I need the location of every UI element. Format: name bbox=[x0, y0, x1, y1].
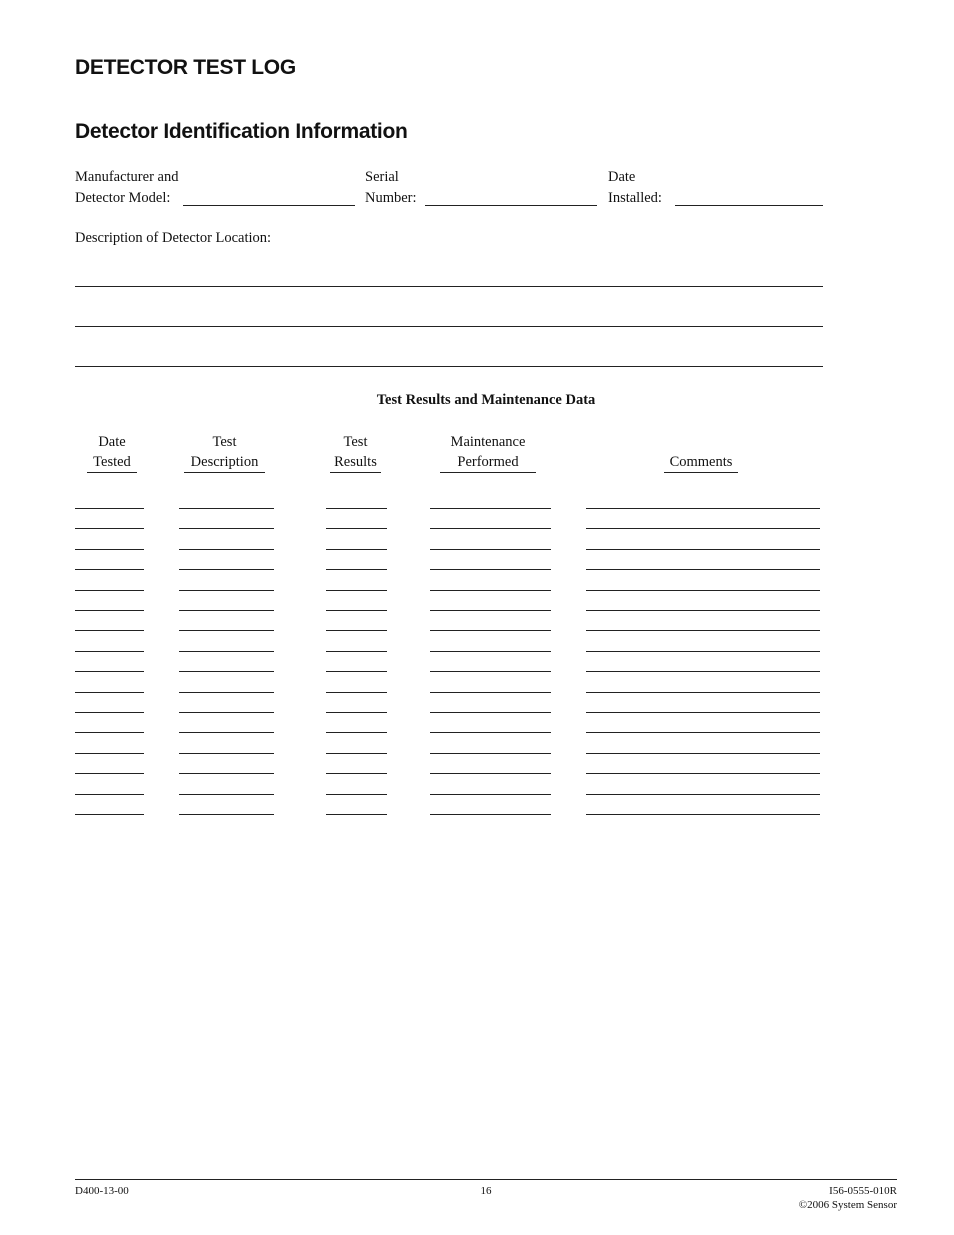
date-tested-blank[interactable] bbox=[75, 630, 144, 631]
date-tested-blank[interactable] bbox=[75, 528, 144, 529]
test-results-blank[interactable] bbox=[326, 794, 387, 795]
comments-blank[interactable] bbox=[586, 549, 820, 550]
test-description-blank[interactable] bbox=[179, 753, 274, 754]
date-tested-blank[interactable] bbox=[75, 671, 144, 672]
maintenance-performed-blank[interactable] bbox=[430, 630, 551, 631]
test-description-blank[interactable] bbox=[179, 569, 274, 570]
date-tested-blank[interactable] bbox=[75, 610, 144, 611]
test-results-blank[interactable] bbox=[326, 528, 387, 529]
test-description-blank[interactable] bbox=[179, 732, 274, 733]
test-description-blank[interactable] bbox=[179, 773, 274, 774]
comments-blank[interactable] bbox=[586, 569, 820, 570]
comments-blank[interactable] bbox=[586, 508, 820, 509]
test-results-blank[interactable] bbox=[326, 692, 387, 693]
column-header-test-description bbox=[184, 432, 265, 473]
date-tested-blank[interactable] bbox=[75, 692, 144, 693]
test-results-blank[interactable] bbox=[326, 814, 387, 815]
test-results-blank[interactable] bbox=[326, 651, 387, 652]
date-label-1: Date bbox=[608, 169, 636, 185]
column-header-line2: Comments bbox=[664, 452, 738, 473]
column-header-comments bbox=[664, 432, 738, 473]
test-results-blank[interactable] bbox=[326, 630, 387, 631]
maintenance-performed-blank[interactable] bbox=[430, 569, 551, 570]
column-header-line1 bbox=[664, 432, 738, 452]
comments-blank[interactable] bbox=[586, 528, 820, 529]
footer-right bbox=[799, 1184, 897, 1212]
test-description-blank[interactable] bbox=[179, 528, 274, 529]
test-description-blank[interactable] bbox=[179, 692, 274, 693]
maintenance-performed-blank[interactable] bbox=[430, 610, 551, 611]
date-installed-input-line[interactable] bbox=[675, 205, 823, 206]
test-description-blank[interactable] bbox=[179, 651, 274, 652]
maintenance-performed-blank[interactable] bbox=[430, 732, 551, 733]
section-heading: Detector Identification Information bbox=[75, 120, 408, 143]
footer-document-number: D400-13-00 bbox=[75, 1185, 129, 1197]
date-tested-blank[interactable] bbox=[75, 732, 144, 733]
test-description-blank[interactable] bbox=[179, 549, 274, 550]
column-header-line1: Date bbox=[98, 434, 126, 450]
footer-part-number: I56-0555-010R bbox=[829, 1185, 897, 1197]
comments-blank[interactable] bbox=[586, 630, 820, 631]
column-header-date-tested bbox=[87, 432, 137, 473]
date-tested-blank[interactable] bbox=[75, 794, 144, 795]
test-results-blank[interactable] bbox=[326, 712, 387, 713]
comments-blank[interactable] bbox=[586, 753, 820, 754]
test-description-blank[interactable] bbox=[179, 712, 274, 713]
maintenance-performed-blank[interactable] bbox=[430, 590, 551, 591]
maintenance-performed-blank[interactable] bbox=[430, 508, 551, 509]
location-line-2[interactable] bbox=[75, 326, 823, 327]
date-label-2: Installed: bbox=[608, 190, 662, 206]
comments-blank[interactable] bbox=[586, 814, 820, 815]
date-tested-blank[interactable] bbox=[75, 712, 144, 713]
column-header-line2: Results bbox=[330, 452, 381, 473]
date-tested-blank[interactable] bbox=[75, 549, 144, 550]
manufacturer-input-line[interactable] bbox=[183, 205, 355, 206]
test-description-blank[interactable] bbox=[179, 610, 274, 611]
column-header-line2: Performed bbox=[440, 452, 536, 473]
maintenance-performed-blank[interactable] bbox=[430, 528, 551, 529]
comments-blank[interactable] bbox=[586, 651, 820, 652]
test-description-blank[interactable] bbox=[179, 508, 274, 509]
column-header-line1: Test bbox=[212, 434, 237, 450]
comments-blank[interactable] bbox=[586, 794, 820, 795]
date-tested-blank[interactable] bbox=[75, 814, 144, 815]
comments-blank[interactable] bbox=[586, 610, 820, 611]
test-results-blank[interactable] bbox=[326, 671, 387, 672]
date-tested-blank[interactable] bbox=[75, 569, 144, 570]
column-header-line1: Maintenance bbox=[450, 434, 526, 450]
column-header-line2: Description bbox=[184, 452, 265, 473]
test-results-title: Test Results and Maintenance Data bbox=[376, 392, 596, 408]
page-number: 16 bbox=[480, 1185, 492, 1197]
date-tested-blank[interactable] bbox=[75, 651, 144, 652]
maintenance-performed-blank[interactable] bbox=[430, 753, 551, 754]
comments-blank[interactable] bbox=[586, 692, 820, 693]
test-results-blank[interactable] bbox=[326, 773, 387, 774]
column-header-maintenance-performed bbox=[440, 432, 536, 473]
serial-label-2: Number: bbox=[365, 190, 417, 206]
test-results-blank[interactable] bbox=[326, 610, 387, 611]
footer-rule bbox=[75, 1179, 897, 1180]
test-description-blank[interactable] bbox=[179, 794, 274, 795]
column-header-test-results bbox=[330, 432, 381, 473]
column-header-line1: Test bbox=[343, 434, 368, 450]
manufacturer-label-2: Detector Model: bbox=[75, 190, 171, 206]
test-description-blank[interactable] bbox=[179, 630, 274, 631]
comments-blank[interactable] bbox=[586, 773, 820, 774]
column-header-line2: Tested bbox=[87, 452, 137, 473]
maintenance-performed-blank[interactable] bbox=[430, 651, 551, 652]
comments-blank[interactable] bbox=[586, 712, 820, 713]
location-line-3[interactable] bbox=[75, 366, 823, 367]
serial-label-1: Serial bbox=[365, 169, 399, 185]
serial-input-line[interactable] bbox=[425, 205, 597, 206]
maintenance-performed-blank[interactable] bbox=[430, 794, 551, 795]
comments-blank[interactable] bbox=[586, 671, 820, 672]
test-description-blank[interactable] bbox=[179, 671, 274, 672]
manufacturer-label-1: Manufacturer and bbox=[75, 169, 179, 185]
test-results-blank[interactable] bbox=[326, 732, 387, 733]
maintenance-performed-blank[interactable] bbox=[430, 712, 551, 713]
test-results-blank[interactable] bbox=[326, 590, 387, 591]
page-title: DETECTOR TEST LOG bbox=[75, 56, 296, 79]
comments-blank[interactable] bbox=[586, 732, 820, 733]
test-results-blank[interactable] bbox=[326, 569, 387, 570]
maintenance-performed-blank[interactable] bbox=[430, 773, 551, 774]
date-tested-blank[interactable] bbox=[75, 590, 144, 591]
maintenance-performed-blank[interactable] bbox=[430, 692, 551, 693]
test-results-blank[interactable] bbox=[326, 508, 387, 509]
location-line-1[interactable] bbox=[75, 286, 823, 287]
date-tested-blank[interactable] bbox=[75, 753, 144, 754]
comments-blank[interactable] bbox=[586, 590, 820, 591]
maintenance-performed-blank[interactable] bbox=[430, 549, 551, 550]
maintenance-performed-blank[interactable] bbox=[430, 814, 551, 815]
maintenance-performed-blank[interactable] bbox=[430, 671, 551, 672]
date-tested-blank[interactable] bbox=[75, 773, 144, 774]
test-description-blank[interactable] bbox=[179, 814, 274, 815]
test-results-blank[interactable] bbox=[326, 753, 387, 754]
test-description-blank[interactable] bbox=[179, 590, 274, 591]
location-label: Description of Detector Location: bbox=[75, 230, 272, 246]
date-tested-blank[interactable] bbox=[75, 508, 144, 509]
test-results-blank[interactable] bbox=[326, 549, 387, 550]
footer-copyright: ©2006 System Sensor bbox=[798, 1199, 897, 1211]
